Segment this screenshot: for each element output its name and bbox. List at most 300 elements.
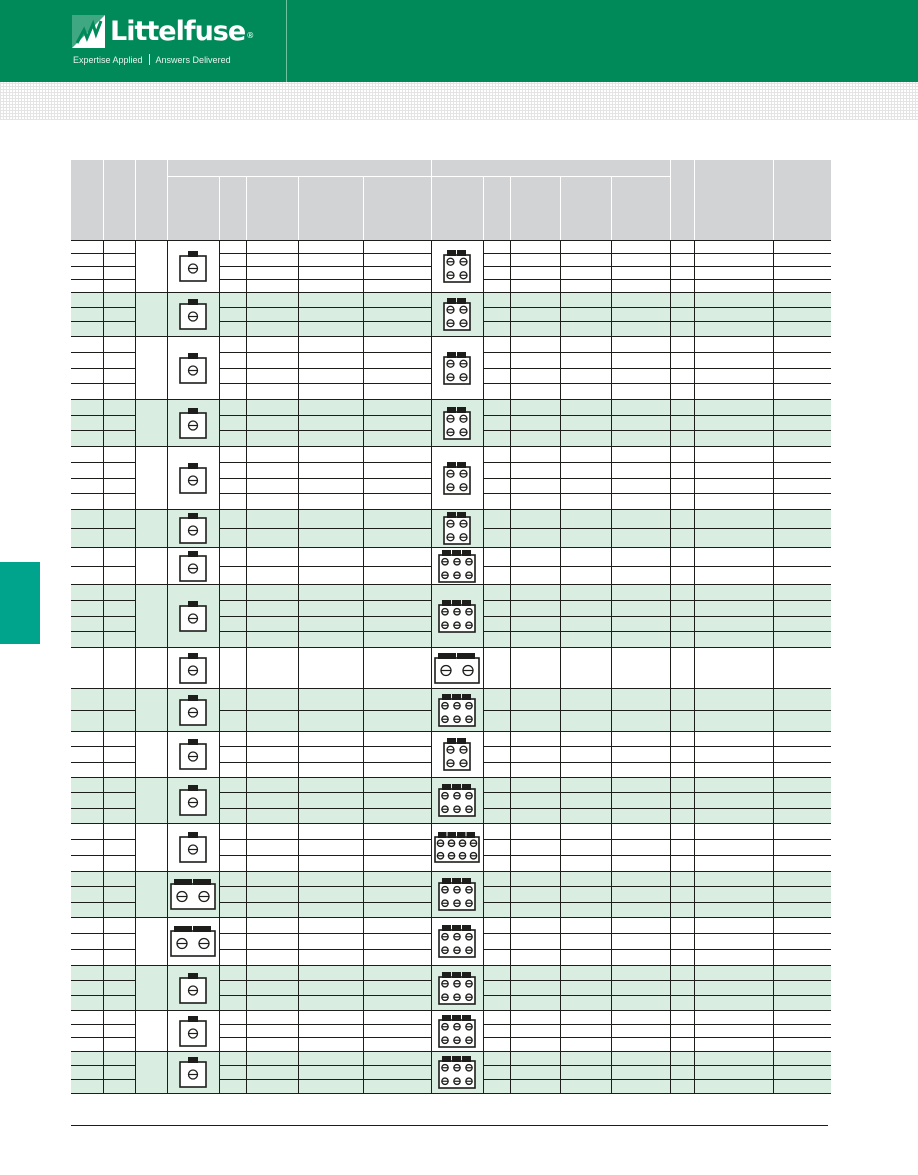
- table-column-divider: [246, 823, 247, 871]
- table-row-divider: [483, 886, 831, 887]
- table-column-divider: [611, 688, 612, 731]
- table-column-divider: [363, 731, 364, 777]
- table-column-divider: [483, 1051, 484, 1093]
- table-row-divider: [483, 321, 831, 322]
- table-column-divider: [510, 446, 511, 509]
- table-column-divider: [298, 399, 299, 446]
- table-row-group: [71, 446, 831, 509]
- table-column-divider: [611, 446, 612, 509]
- table-column-divider: [135, 1051, 136, 1093]
- table-column-divider: [611, 292, 612, 336]
- table-column-divider: [483, 688, 484, 731]
- table-column-divider: [694, 509, 695, 547]
- table-column-divider: [219, 446, 220, 509]
- table-column-divider: [483, 509, 484, 547]
- table-column-divider: [167, 1051, 168, 1093]
- table-column-divider: [298, 1010, 299, 1051]
- table-column-divider: [219, 777, 220, 823]
- table-column-divider: [219, 823, 220, 871]
- table-column-divider: [103, 446, 104, 509]
- table-group-divider: [71, 917, 831, 918]
- table-column-divider: [363, 688, 364, 731]
- table-column-divider: [167, 917, 168, 965]
- table-column-divider: [135, 240, 136, 292]
- table-row-divider: [483, 566, 831, 567]
- table-row-divider: [219, 792, 431, 793]
- table-column-divider: [219, 871, 220, 917]
- table-column-divider: [298, 547, 299, 584]
- table-row-group: [71, 823, 831, 871]
- table-row-divider: [483, 279, 831, 280]
- table-column-divider: [510, 1051, 511, 1093]
- header-column-divider: [246, 177, 247, 240]
- table-row-divider: [219, 616, 431, 617]
- table-column-divider: [694, 823, 695, 871]
- table-row-divider: [483, 949, 831, 950]
- table-row-divider: [219, 266, 431, 267]
- connector-housing-icon: [179, 1056, 207, 1088]
- table-row-divider: [219, 253, 431, 254]
- connector-housing-icon: [438, 549, 476, 583]
- table-row-divider: [219, 307, 431, 308]
- header-column-divider: [611, 177, 612, 240]
- table-column-divider: [167, 688, 168, 731]
- table-column-divider: [431, 292, 432, 336]
- header-column-divider: [431, 160, 432, 240]
- table-group-divider: [71, 731, 831, 732]
- table-column-divider: [219, 509, 220, 547]
- table-row-divider: [219, 368, 431, 369]
- table-column-divider: [560, 1051, 561, 1093]
- connector-housing-icon: [179, 784, 207, 816]
- table-column-divider: [510, 917, 511, 965]
- table-column-divider: [483, 336, 484, 399]
- table-column-divider: [135, 965, 136, 1010]
- table-row-group: [71, 509, 831, 547]
- table-column-divider: [431, 823, 432, 871]
- table-column-divider: [246, 509, 247, 547]
- table-column-divider: [611, 731, 612, 777]
- table-column-divider: [773, 1010, 774, 1051]
- table-column-divider: [560, 336, 561, 399]
- table-column-divider: [694, 1010, 695, 1051]
- table-column-divider: [363, 1010, 364, 1051]
- table-column-divider: [246, 446, 247, 509]
- table-column-divider: [167, 509, 168, 547]
- header-column-divider: [363, 177, 364, 240]
- table-row-divider: [483, 528, 831, 529]
- table-row-group: [71, 871, 831, 917]
- connector-housing-icon: [170, 925, 216, 957]
- table-row-divider: [219, 1079, 431, 1080]
- table-row-divider: [483, 631, 831, 632]
- table-column-divider: [167, 731, 168, 777]
- table-row-divider: [219, 528, 431, 529]
- table-row-divider: [219, 902, 431, 903]
- table-group-divider: [71, 584, 831, 585]
- table-column-divider: [773, 240, 774, 292]
- table-row-group: [71, 917, 831, 965]
- table-column-divider: [135, 547, 136, 584]
- table-group-divider: [71, 688, 831, 689]
- connector-housing-icon: [179, 652, 207, 684]
- table-column-divider: [510, 777, 511, 823]
- table-column-divider: [298, 1051, 299, 1093]
- table-column-divider: [246, 336, 247, 399]
- table-column-divider: [694, 731, 695, 777]
- table-column-divider: [510, 584, 511, 647]
- connector-housing-icon: [434, 831, 480, 863]
- table-column-divider: [135, 777, 136, 823]
- table-column-divider: [298, 731, 299, 777]
- table-column-divider: [510, 965, 511, 1010]
- table-column-divider: [483, 399, 484, 446]
- table-column-divider: [560, 584, 561, 647]
- table-column-divider: [670, 547, 671, 584]
- table-column-divider: [167, 547, 168, 584]
- connector-housing-icon: [438, 877, 476, 911]
- table-column-divider: [611, 777, 612, 823]
- table-column-divider: [219, 584, 220, 647]
- table-column-divider: [773, 731, 774, 777]
- table-column-divider: [483, 823, 484, 871]
- table-column-divider: [773, 823, 774, 871]
- table-column-divider: [298, 584, 299, 647]
- connector-housing-icon: [443, 297, 471, 331]
- table-column-divider: [103, 823, 104, 871]
- table-column-divider: [670, 240, 671, 292]
- table-column-divider: [670, 647, 671, 688]
- table-row-divider: [483, 902, 831, 903]
- table-column-divider: [670, 917, 671, 965]
- table-column-divider: [694, 647, 695, 688]
- connector-housing-icon: [179, 550, 207, 582]
- table-column-divider: [694, 240, 695, 292]
- table-column-divider: [773, 292, 774, 336]
- table-column-divider: [483, 871, 484, 917]
- table-column-divider: [167, 965, 168, 1010]
- table-row-divider: [483, 1024, 831, 1025]
- table-column-divider: [483, 292, 484, 336]
- header-column-divider: [298, 177, 299, 240]
- table-column-divider: [694, 399, 695, 446]
- table-row-group: [71, 688, 831, 731]
- table-column-divider: [694, 965, 695, 1010]
- section-side-tab: [0, 562, 40, 644]
- table-row-divider: [219, 493, 431, 494]
- table-column-divider: [363, 647, 364, 688]
- header-group-underline: [167, 176, 431, 177]
- connector-housing-icon: [179, 738, 207, 770]
- connector-housing-icon: [179, 831, 207, 863]
- table-column-divider: [560, 777, 561, 823]
- table-group-divider: [71, 547, 831, 548]
- table-row-divider: [219, 746, 431, 747]
- connector-housing-icon: [434, 652, 480, 684]
- table-column-divider: [670, 871, 671, 917]
- table-column-divider: [694, 917, 695, 965]
- header-column-divider: [483, 177, 484, 240]
- table-column-divider: [694, 547, 695, 584]
- table-row-divider: [483, 493, 831, 494]
- table-row-divider: [219, 415, 431, 416]
- table-group-divider: [71, 965, 831, 966]
- table-column-divider: [560, 292, 561, 336]
- table-column-divider: [363, 336, 364, 399]
- table-column-divider: [298, 871, 299, 917]
- table-column-divider: [363, 547, 364, 584]
- table-column-divider: [510, 399, 511, 446]
- table-column-divider: [103, 584, 104, 647]
- header-column-divider: [560, 177, 561, 240]
- table-column-divider: [670, 731, 671, 777]
- table-group-divider: [71, 823, 831, 824]
- connector-housing-icon: [179, 694, 207, 726]
- table-row-divider: [483, 980, 831, 981]
- header-column-divider: [167, 160, 168, 240]
- table-column-divider: [103, 688, 104, 731]
- table-row-divider: [483, 995, 831, 996]
- table-column-divider: [298, 777, 299, 823]
- table-column-divider: [611, 509, 612, 547]
- header-divider: [286, 0, 287, 82]
- table-bottom-border: [71, 1093, 831, 1094]
- table-column-divider: [773, 688, 774, 731]
- table-row-divider: [483, 762, 831, 763]
- table-row-divider: [219, 808, 431, 809]
- table-column-divider: [363, 965, 364, 1010]
- table-column-divider: [246, 731, 247, 777]
- table-column-divider: [219, 1010, 220, 1051]
- table-column-divider: [431, 1051, 432, 1093]
- table-column-divider: [103, 647, 104, 688]
- table-column-divider: [219, 547, 220, 584]
- table-column-divider: [135, 584, 136, 647]
- table-column-divider: [135, 446, 136, 509]
- table-column-divider: [510, 688, 511, 731]
- table-row-divider: [483, 808, 831, 809]
- table-column-divider: [246, 647, 247, 688]
- table-column-divider: [298, 509, 299, 547]
- table-column-divider: [363, 292, 364, 336]
- table-column-divider: [670, 688, 671, 731]
- connector-housing-icon: [443, 249, 471, 283]
- table-column-divider: [670, 336, 671, 399]
- header-group-underline: [431, 176, 670, 177]
- table-column-divider: [431, 547, 432, 584]
- table-column-divider: [135, 1010, 136, 1051]
- header-column-divider: [773, 160, 774, 240]
- table-column-divider: [483, 777, 484, 823]
- table-column-divider: [363, 240, 364, 292]
- table-row-divider: [219, 321, 431, 322]
- table-column-divider: [103, 292, 104, 336]
- table-column-divider: [670, 446, 671, 509]
- table-row-divider: [219, 1037, 431, 1038]
- table-row-group: [71, 1051, 831, 1093]
- table-column-divider: [135, 509, 136, 547]
- table-row-divider: [483, 253, 831, 254]
- table-column-divider: [135, 647, 136, 688]
- table-column-divider: [167, 240, 168, 292]
- table-column-divider: [694, 688, 695, 731]
- table-column-divider: [431, 336, 432, 399]
- table-column-divider: [135, 688, 136, 731]
- table-column-divider: [103, 399, 104, 446]
- table-row-divider: [219, 855, 431, 856]
- table-row-group: [71, 965, 831, 1010]
- table-row-group: [71, 547, 831, 584]
- table-column-divider: [246, 547, 247, 584]
- table-row-divider: [219, 980, 431, 981]
- table-column-divider: [773, 336, 774, 399]
- table-group-divider: [71, 509, 831, 510]
- table-column-divider: [431, 917, 432, 965]
- table-row-divider: [219, 600, 431, 601]
- table-column-divider: [483, 584, 484, 647]
- table-column-divider: [135, 917, 136, 965]
- table-row-divider: [483, 710, 831, 711]
- table-column-divider: [773, 917, 774, 965]
- table-column-divider: [560, 509, 561, 547]
- brand-name-text: Littelfuse: [110, 16, 246, 47]
- table-column-divider: [246, 1010, 247, 1051]
- brand-tagline: [73, 54, 231, 66]
- table-column-divider: [773, 1051, 774, 1093]
- table-column-divider: [363, 446, 364, 509]
- table-row-divider: [483, 1065, 831, 1066]
- table-row-divider: [219, 462, 431, 463]
- table-row-divider: [219, 631, 431, 632]
- table-column-divider: [219, 240, 220, 292]
- table-group-divider: [71, 871, 831, 872]
- table-column-divider: [246, 584, 247, 647]
- table-column-divider: [363, 1051, 364, 1093]
- table-column-divider: [103, 1010, 104, 1051]
- table-column-divider: [167, 399, 168, 446]
- connector-housing-icon: [443, 737, 471, 771]
- table-row-divider: [483, 430, 831, 431]
- header-column-divider: [219, 177, 220, 240]
- table-row-divider: [219, 995, 431, 996]
- table-column-divider: [219, 399, 220, 446]
- table-column-divider: [103, 917, 104, 965]
- littelfuse-logo-icon: [72, 15, 105, 48]
- product-table: [71, 240, 831, 1094]
- table-header: [71, 160, 831, 240]
- table-column-divider: [103, 871, 104, 917]
- table-row-group: [71, 292, 831, 336]
- table-column-divider: [670, 509, 671, 547]
- table-column-divider: [560, 731, 561, 777]
- table-column-divider: [135, 399, 136, 446]
- table-column-divider: [694, 292, 695, 336]
- table-group-divider: [71, 1051, 831, 1052]
- table-column-divider: [167, 1010, 168, 1051]
- table-column-divider: [611, 917, 612, 965]
- table-row-divider: [219, 949, 431, 950]
- table-row-divider: [483, 1037, 831, 1038]
- table-column-divider: [219, 965, 220, 1010]
- table-column-divider: [219, 1051, 220, 1093]
- table-column-divider: [431, 1010, 432, 1051]
- table-column-divider: [167, 871, 168, 917]
- table-column-divider: [670, 777, 671, 823]
- table-column-divider: [694, 871, 695, 917]
- table-row-divider: [483, 352, 831, 353]
- table-column-divider: [773, 965, 774, 1010]
- tagline-separator: [149, 54, 150, 65]
- table-row-divider: [483, 933, 831, 934]
- table-row-divider: [483, 307, 831, 308]
- table-column-divider: [510, 823, 511, 871]
- table-column-divider: [431, 731, 432, 777]
- table-column-divider: [483, 965, 484, 1010]
- connector-housing-icon: [443, 351, 471, 385]
- table-column-divider: [611, 871, 612, 917]
- table-column-divider: [611, 336, 612, 399]
- table-column-divider: [670, 1010, 671, 1051]
- table-column-divider: [219, 647, 220, 688]
- table-group-divider: [71, 399, 831, 400]
- table-column-divider: [560, 1010, 561, 1051]
- table-row-divider: [219, 566, 431, 567]
- connector-housing-icon: [179, 250, 207, 282]
- table-column-divider: [483, 240, 484, 292]
- table-column-divider: [560, 871, 561, 917]
- registered-mark: ®: [246, 31, 255, 40]
- table-row-divider: [483, 839, 831, 840]
- table-column-divider: [246, 777, 247, 823]
- table-column-divider: [298, 688, 299, 731]
- table-column-divider: [611, 584, 612, 647]
- table-column-divider: [431, 777, 432, 823]
- table-group-divider: [71, 647, 831, 648]
- table-column-divider: [135, 871, 136, 917]
- table-row-divider: [219, 839, 431, 840]
- table-row-divider: [483, 368, 831, 369]
- table-column-divider: [670, 584, 671, 647]
- table-column-divider: [298, 965, 299, 1010]
- connector-housing-icon: [179, 512, 207, 544]
- table-row-group: [71, 1010, 831, 1051]
- table-column-divider: [510, 240, 511, 292]
- table-column-divider: [103, 965, 104, 1010]
- table-column-divider: [103, 731, 104, 777]
- table-column-divider: [773, 446, 774, 509]
- table-column-divider: [510, 647, 511, 688]
- connector-housing-icon: [179, 352, 207, 384]
- table-column-divider: [773, 509, 774, 547]
- table-row-divider: [483, 746, 831, 747]
- table-row-group: [71, 336, 831, 399]
- table-column-divider: [611, 823, 612, 871]
- table-group-divider: [71, 1010, 831, 1011]
- table-column-divider: [510, 547, 511, 584]
- table-column-divider: [363, 917, 364, 965]
- table-column-divider: [560, 446, 561, 509]
- table-column-divider: [298, 446, 299, 509]
- table-row-divider: [483, 616, 831, 617]
- table-column-divider: [611, 965, 612, 1010]
- table-column-divider: [431, 965, 432, 1010]
- table-column-divider: [431, 446, 432, 509]
- table-column-divider: [219, 292, 220, 336]
- table-column-divider: [431, 240, 432, 292]
- table-column-divider: [167, 777, 168, 823]
- table-column-divider: [298, 336, 299, 399]
- table-column-divider: [135, 292, 136, 336]
